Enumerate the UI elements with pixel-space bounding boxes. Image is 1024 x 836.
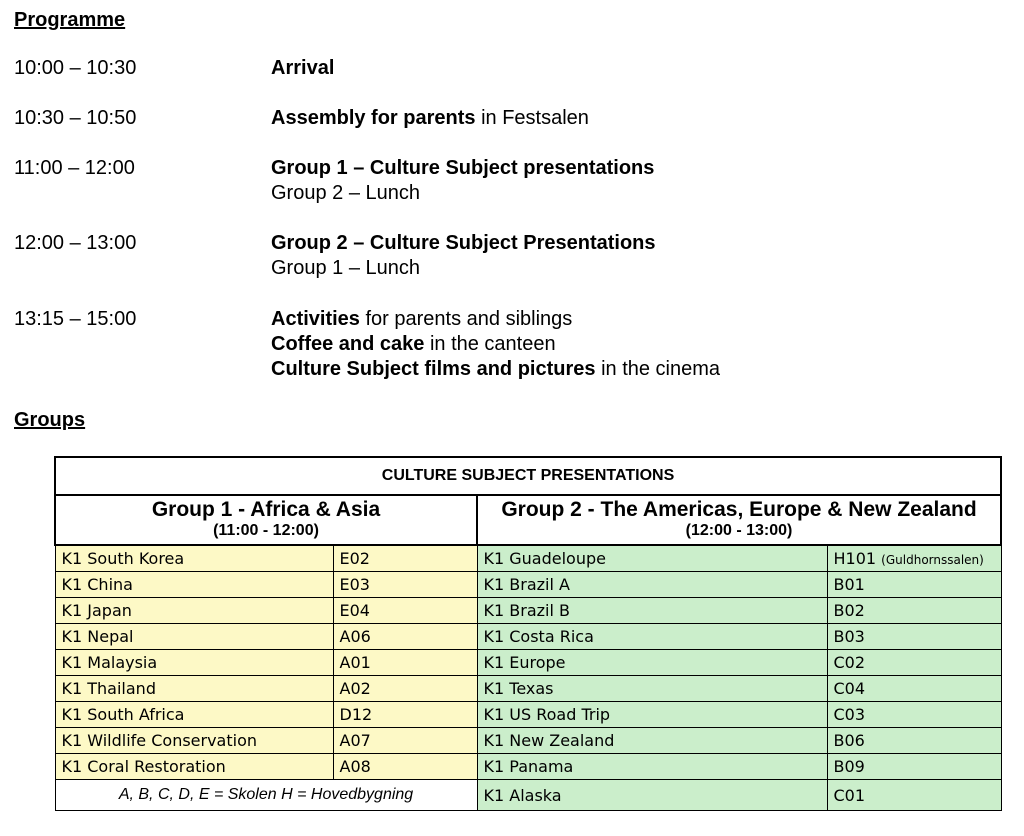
group1-subject: K1 South Africa <box>55 702 333 728</box>
table-row <box>55 728 1001 754</box>
programme-line <box>271 106 589 131</box>
group2-subject: K1 Brazil B <box>477 598 827 624</box>
group1-subject: K1 Wildlife Conservation <box>55 728 333 754</box>
group2-subject: K1 New Zealand <box>477 728 827 754</box>
group1-room: A01 <box>333 650 477 676</box>
group2-subject: K1 Texas <box>477 676 827 702</box>
programme-time: 10:30 – 10:50 <box>14 107 137 129</box>
table-row <box>55 624 1001 650</box>
programme-line-rest: in the canteen <box>424 333 556 355</box>
programme-time: 11:00 – 12:00 <box>14 157 135 179</box>
programme-line-bold: Activities <box>271 308 360 330</box>
group2-room: B09 <box>827 754 1001 780</box>
group2-room: C02 <box>827 650 1001 676</box>
group1-subject: K1 Japan <box>55 598 333 624</box>
room-note: (Guldhornssalen) <box>881 553 984 567</box>
table-group-header-row <box>55 495 1001 545</box>
programme-description <box>271 106 589 131</box>
group1-header <box>55 495 477 545</box>
group1-room: E04 <box>333 598 477 624</box>
group2-subject: K1 Brazil A <box>477 572 827 598</box>
programme-line-bold: Coffee and cake <box>271 333 425 355</box>
room-code: H101 <box>833 549 877 568</box>
group1-subject: K1 South Korea <box>55 545 333 572</box>
group2-room: B02 <box>827 598 1001 624</box>
group2-room: C04 <box>827 676 1001 702</box>
programme-description <box>271 307 720 382</box>
group2-room: C01 <box>827 780 1001 811</box>
group2-subject: K1 Alaska <box>477 780 827 811</box>
programme-line <box>271 56 334 81</box>
presentations-table <box>54 456 1002 811</box>
group1-time: (11:00 - 12:00) <box>213 522 319 539</box>
group2-subject: K1 US Road Trip <box>477 702 827 728</box>
group2-room: C03 <box>827 702 1001 728</box>
programme-line <box>271 357 720 382</box>
programme-line <box>271 231 656 256</box>
group2-room: B06 <box>827 728 1001 754</box>
group1-room: E02 <box>333 545 477 572</box>
group1-subject: K1 China <box>55 572 333 598</box>
group1-name: Group 1 - Africa & Asia <box>151 498 381 521</box>
programme-line <box>271 307 720 332</box>
group1-room: A02 <box>333 676 477 702</box>
group1-subject: K1 Malaysia <box>55 650 333 676</box>
group1-room: D12 <box>333 702 477 728</box>
group2-subject: K1 Panama <box>477 754 827 780</box>
programme-description <box>271 56 334 81</box>
table-row <box>55 780 1001 811</box>
programme-line-bold: Assembly for parents <box>271 107 476 129</box>
group1-subject: K1 Nepal <box>55 624 333 650</box>
programme-line-rest: in the cinema <box>595 358 721 380</box>
programme-line-bold: Arrival <box>271 57 335 79</box>
group2-room: B01 <box>827 572 1001 598</box>
group2-header <box>477 495 1001 545</box>
programme-line-rest: Group 2 – Lunch <box>271 182 420 204</box>
group2-room: B03 <box>827 624 1001 650</box>
programme-line <box>271 156 654 181</box>
group1-subject: K1 Thailand <box>55 676 333 702</box>
programme-line <box>271 256 656 281</box>
programme-time: 10:00 – 10:30 <box>14 57 137 79</box>
table-row <box>55 676 1001 702</box>
table-row <box>55 650 1001 676</box>
programme-line-rest: Group 1 – Lunch <box>271 257 420 279</box>
programme-line-rest: for parents and siblings <box>359 308 573 330</box>
group1-subject: K1 Coral Restoration <box>55 754 333 780</box>
table-row <box>55 702 1001 728</box>
group1-room: A07 <box>333 728 477 754</box>
table-row <box>55 545 1001 572</box>
table-title: CULTURE SUBJECT PRESENTATIONS <box>55 457 1001 495</box>
room-legend: A, B, C, D, E = Skolen H = Hovedbygning <box>55 780 477 811</box>
group2-subject: K1 Guadeloupe <box>477 545 827 572</box>
group1-room: A06 <box>333 624 477 650</box>
table-row <box>55 572 1001 598</box>
programme-time: 12:00 – 13:00 <box>14 232 137 254</box>
programme-description <box>271 156 654 206</box>
programme-line <box>271 181 654 206</box>
groups-heading: Groups <box>14 409 86 431</box>
programme-line-bold: Group 1 – Culture Subject presentations <box>271 157 655 179</box>
programme-heading: Programme <box>14 9 126 31</box>
table-row <box>55 598 1001 624</box>
group1-room: E03 <box>333 572 477 598</box>
programme-line <box>271 332 720 357</box>
programme-line-rest: in Festsalen <box>475 107 589 129</box>
table-title-row <box>55 457 1001 495</box>
programme-line-bold: Culture Subject films and pictures <box>271 358 596 380</box>
programme-time: 13:15 – 15:00 <box>14 308 137 330</box>
table-row <box>55 754 1001 780</box>
group2-subject: K1 Europe <box>477 650 827 676</box>
group2-name: Group 2 - The Americas, Europe & New Zealand <box>501 498 977 521</box>
group2-time: (12:00 - 13:00) <box>685 522 793 539</box>
programme-line-bold: Group 2 – Culture Subject Presentations <box>271 232 656 254</box>
programme-description <box>271 231 656 281</box>
group2-room <box>827 545 1001 572</box>
group2-subject: K1 Costa Rica <box>477 624 827 650</box>
group1-room: A08 <box>333 754 477 780</box>
